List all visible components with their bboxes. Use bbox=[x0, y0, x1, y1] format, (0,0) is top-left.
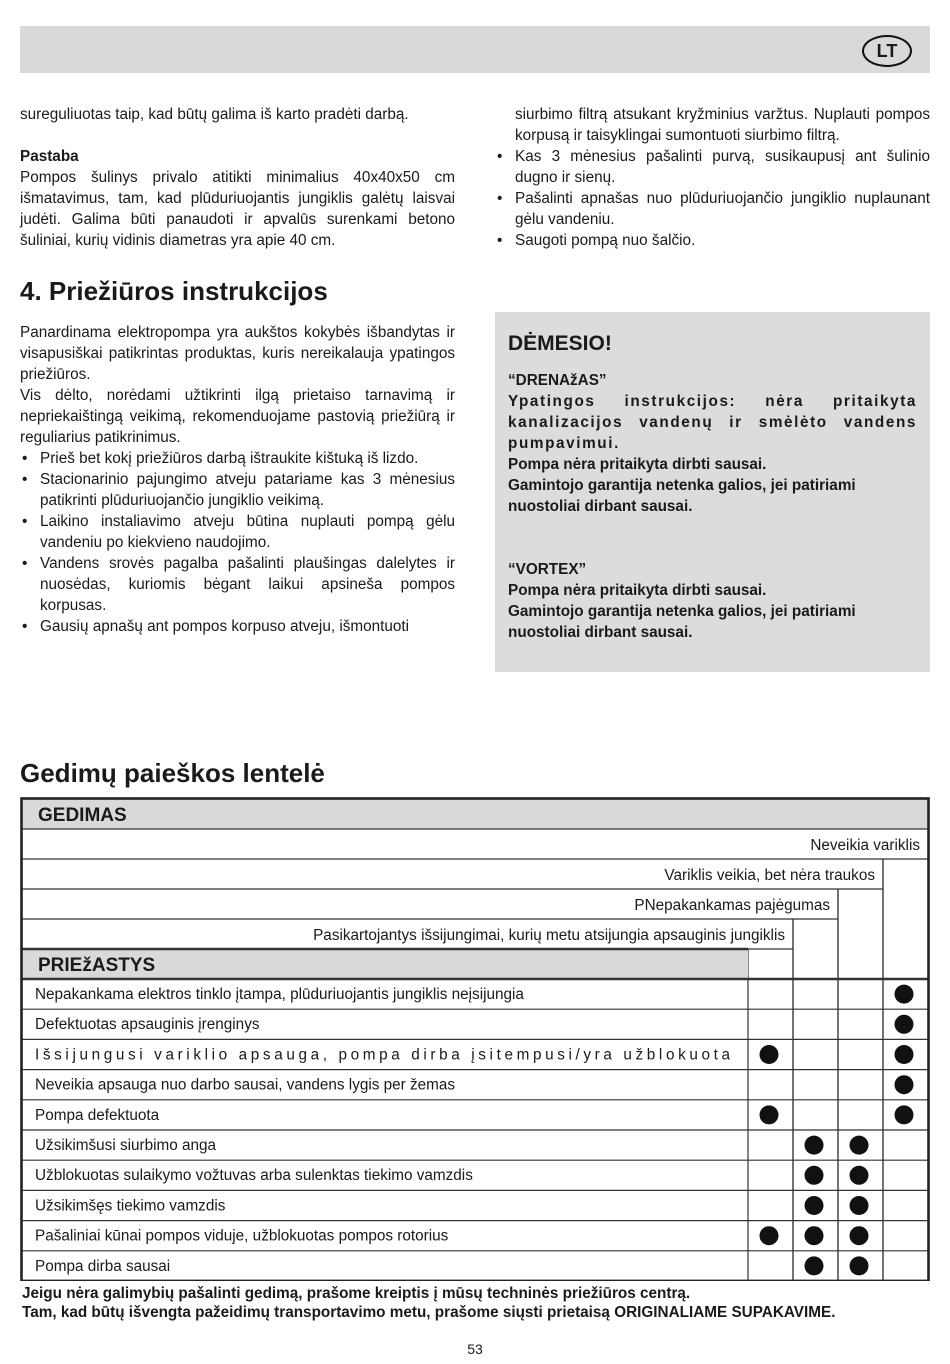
list-item: • Prieš bet kokį priežiūros darbą ištraukite kištuką iš lizdo. bbox=[20, 448, 455, 469]
cause-mark-dot bbox=[850, 1196, 869, 1215]
note-text: Pompos šulinys privalo atitikti minimalius 40x40x50 cm išmatavimus, tam, kad plūduriuojantis jungiklis galėtų laisvai judėti. Galima būti panaudoti ir apvalūs surenkami betono šuliniai, kurių vidinis diametras yra apie 40 cm. bbox=[20, 169, 455, 249]
vortex-dry-run: Pompa nėra pritaikyta dirbti sausai. bbox=[508, 582, 767, 599]
footer-note bbox=[22, 1284, 932, 1322]
list-item: • Kas 3 mėnesius pašalinti purvą, susikaupusį ant šulinio dugno ir sienų. bbox=[495, 146, 930, 188]
fault-label: Neveikia variklis bbox=[810, 837, 920, 854]
list-item: • Stacionarinio pajungimo atveju patariame kas 3 mėnesius patikrinti plūduriuojančio jungiklio veikimą. bbox=[20, 469, 455, 511]
drenazas-warranty: Gamintojo garantija netenka galios, jei patiriami nuostoliai dirbant sausai. bbox=[508, 477, 856, 515]
cause-mark-dot bbox=[895, 1075, 914, 1094]
cause-mark-dot bbox=[805, 1166, 824, 1185]
right-column bbox=[495, 104, 930, 251]
warning-box bbox=[495, 312, 930, 672]
cause-label: Užsikimšusi siurbimo anga bbox=[35, 1137, 217, 1154]
cause-mark-dot bbox=[895, 985, 914, 1004]
troubleshooting-table bbox=[20, 797, 930, 1281]
drenazas-instruction: Ypatingos instrukcijos: nėra pritaikyta kanalizacijos vandenų ir smėlėto vandens pumpavimui. bbox=[508, 393, 917, 452]
list-item: • Vandens srovės pagalba pašalinti plaušingas dalelytes ir nuosėdas, kuriomis bėgant laikui apsineša pompos korpusas. bbox=[20, 553, 455, 616]
cause-label: Išsijungusi variklio apsauga, pompa dirba įsitempusi/yra užblokuota bbox=[35, 1046, 731, 1064]
cause-label: Užblokuotas sulaikymo vožtuvas arba sulenktas tiekimo vamzdis bbox=[35, 1167, 473, 1185]
vortex-heading: “VORTEX” bbox=[508, 561, 587, 578]
cause-label: Defektuotas apsauginis įrenginys bbox=[35, 1016, 260, 1034]
cause-mark-dot bbox=[805, 1136, 824, 1155]
cause-mark-dot bbox=[850, 1256, 869, 1275]
cause-mark-dot bbox=[760, 1105, 779, 1124]
cause-mark-dot bbox=[760, 1226, 779, 1245]
faults-header-band bbox=[22, 799, 928, 829]
intro-text: sureguliuotas taip, kad būtų galima iš karto pradėti darbą. bbox=[20, 106, 409, 123]
list-item: • Laikino instaliavimo atveju būtina nuplauti pompą gėlu vandeniu po kiekvieno naudojimo. bbox=[20, 511, 455, 553]
fault-label: PNepakankamas pajėgumas bbox=[634, 897, 830, 914]
maintenance-recommendation: Vis dėlto, norėdami užtikrinti ilgą prietaiso tarnavimą ir nepriekaištingą veikimą, rekomenduojame pastovią priežiūrą ir reguliarius patikrinimus. bbox=[20, 387, 455, 446]
section-title: 4. Priežiūros instrukcijos bbox=[20, 276, 328, 306]
list-item: • Gausių apnašų ant pompos korpuso atveju, išmontuoti bbox=[20, 616, 455, 637]
cause-mark-dot bbox=[805, 1196, 824, 1215]
maintenance-list bbox=[20, 448, 455, 637]
fault-label: Pasikartojantys išsijungimai, kurių metu atsijungia apsauginis jungiklis bbox=[313, 927, 785, 944]
cause-mark-dot bbox=[895, 1045, 914, 1064]
cause-label: Pompa dirba sausai bbox=[35, 1257, 171, 1275]
cause-label: Nepakankama elektros tinklo įtampa, plūduriuojantis jungiklis neįsijungia bbox=[35, 986, 524, 1003]
cause-label: Neveikia apsauga nuo darbo sausai, vandens lygis per žemas bbox=[35, 1076, 456, 1094]
cause-label: Pompa defektuota bbox=[35, 1106, 160, 1124]
service-note: Jeigu nėra galimybių pašalinti gedimą, prašome kreiptis į mūsų techninės priežiūros centrą. bbox=[22, 1285, 691, 1302]
warning-title: DĖMESIO! bbox=[508, 332, 612, 355]
header-bar bbox=[20, 26, 930, 73]
maintenance-intro: Panardinama elektropompa yra aukštos kokybės išbandytas ir visapusiškai patikrintas produktas, kuris nereikalauja ypatingos priežiūros. bbox=[20, 324, 455, 383]
vortex-warranty: Gamintojo garantija netenka galios, jei patiriami nuostoliai dirbant sausai. bbox=[508, 603, 856, 641]
list-item: • Pašalinti apnašas nuo plūduriuojančio jungiklio nuplaunant gėlu vandeniu. bbox=[495, 188, 930, 230]
language-badge: LT bbox=[862, 35, 912, 67]
faults-header: GEDIMAS bbox=[38, 805, 127, 826]
cause-mark-dot bbox=[895, 1015, 914, 1034]
drenazas-heading: “DRENAžAS” bbox=[508, 372, 607, 389]
note-title: Pastaba bbox=[20, 148, 79, 165]
cause-mark-dot bbox=[850, 1226, 869, 1245]
list-item: • Saugoti pompą nuo šalčio. bbox=[495, 230, 930, 251]
continuation-text: siurbimo filtrą atsukant kryžminius varžtus. Nuplauti pompos korpusą ir taisyklingai sumontuoti siurbimo filtrą. bbox=[515, 106, 930, 144]
cause-mark-dot bbox=[850, 1166, 869, 1185]
causes-header: PRIEžASTYS bbox=[38, 955, 156, 976]
left-column bbox=[20, 104, 455, 637]
troubleshooting-title: Gedimų paieškos lentelė bbox=[20, 758, 325, 788]
page-number: 53 bbox=[467, 1341, 483, 1357]
cause-mark-dot bbox=[895, 1105, 914, 1124]
maintenance-list-continued bbox=[495, 146, 930, 251]
cause-mark-dot bbox=[760, 1045, 779, 1064]
cause-mark-dot bbox=[850, 1136, 869, 1155]
cause-mark-dot bbox=[805, 1256, 824, 1275]
cause-mark-dot bbox=[805, 1226, 824, 1245]
drenazas-dry-run: Pompa nėra pritaikyta dirbti sausai. bbox=[508, 456, 767, 473]
cause-label: Užsikimšęs tiekimo vamzdis bbox=[35, 1197, 226, 1215]
cause-label: Pašaliniai kūnai pompos viduje, užblokuotas pompos rotorius bbox=[35, 1227, 449, 1245]
shipping-note: Tam, kad būtų išvengta pažeidimų transportavimo metu, prašome siųsti prietaisą ORIGINALIAME SUPAKAVIME. bbox=[22, 1304, 836, 1321]
fault-label: Variklis veikia, bet nėra traukos bbox=[664, 867, 875, 884]
